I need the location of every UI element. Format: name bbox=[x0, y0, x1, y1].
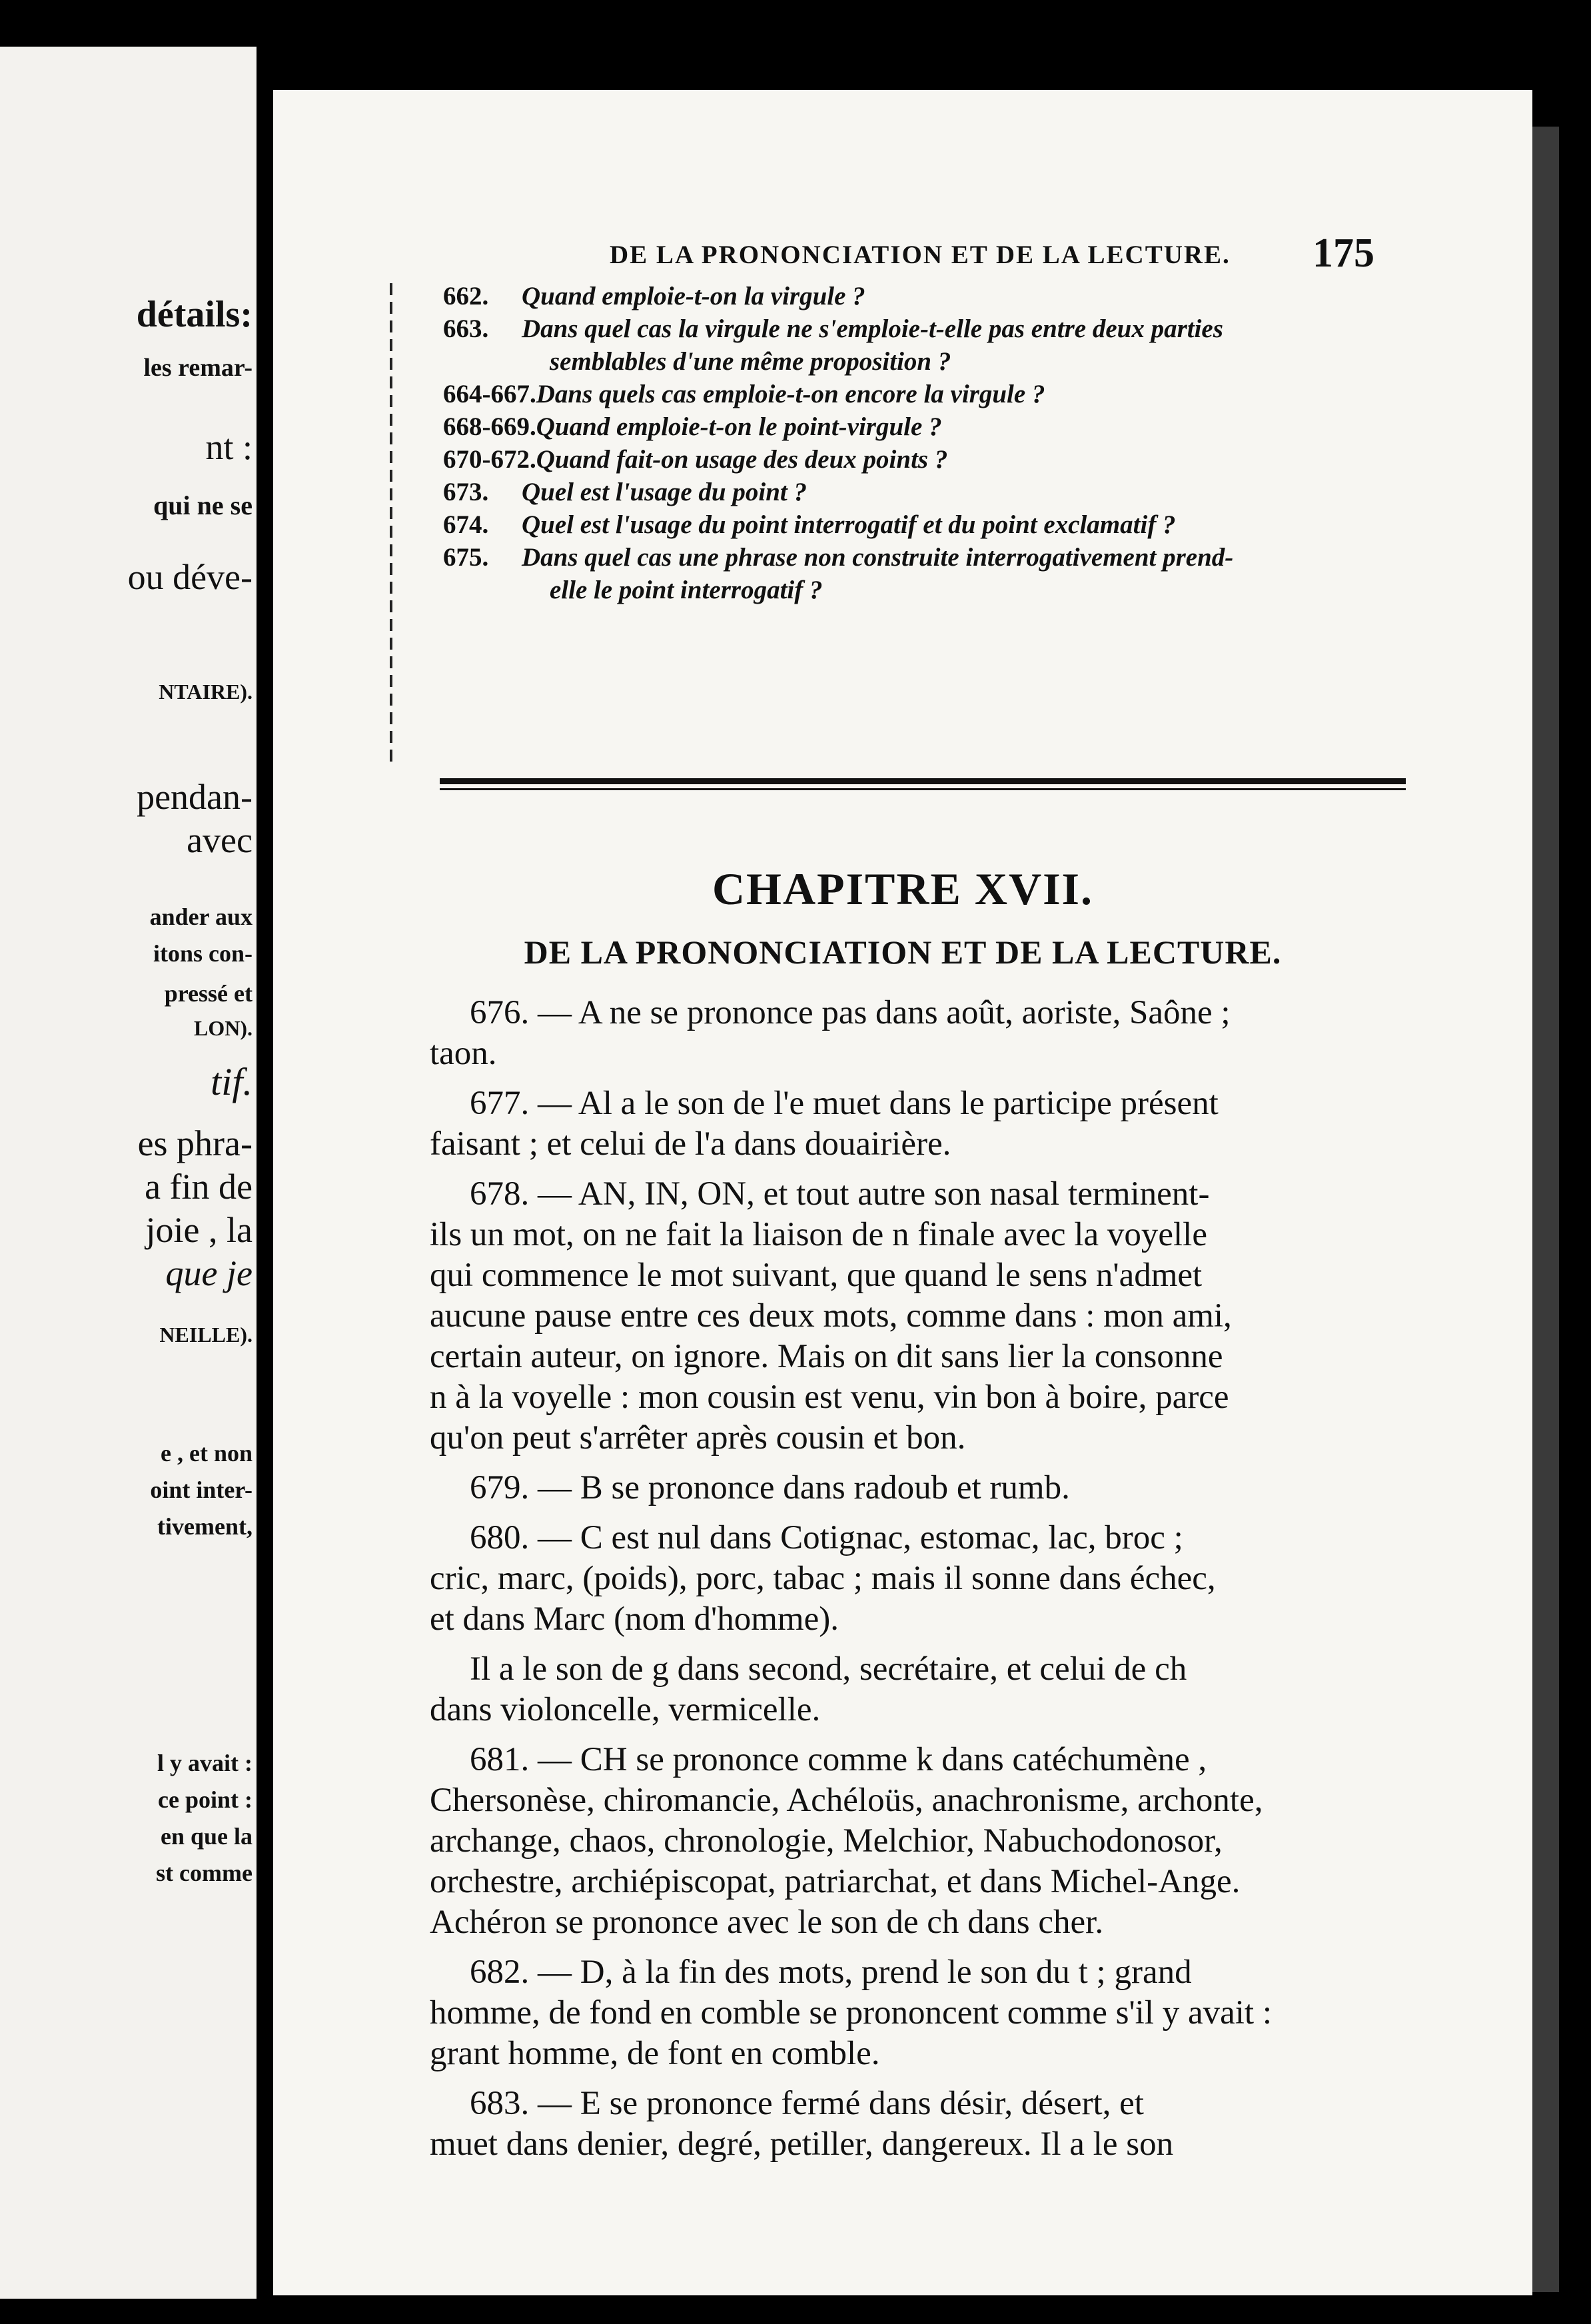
question-text: semblables d'une même proposition ? bbox=[550, 347, 951, 376]
body-line: 677. — Al a le son de l'e muet dans le participe présent bbox=[470, 1085, 1219, 1122]
left-page-line: tif. bbox=[211, 1060, 253, 1103]
left-page-line: qui ne se bbox=[153, 490, 253, 520]
body-line: 683. — E se prononce fermé dans désir, désert, et bbox=[470, 2085, 1144, 2122]
question-text: Quel est l'usage du point ? bbox=[522, 478, 807, 506]
question-item bbox=[443, 410, 1532, 443]
body-line: cric, marc, (poids), porc, tabac ; mais il sonne dans échec, bbox=[430, 1560, 1216, 1597]
left-page-line: l y avait : bbox=[157, 1750, 253, 1776]
question-text: Quand emploie-t-on la virgule ? bbox=[522, 282, 865, 310]
question-text: Dans quel cas une phrase non construite interrogativement prend- bbox=[522, 543, 1234, 572]
question-number: 662. bbox=[443, 282, 489, 310]
question-item bbox=[443, 541, 1532, 574]
question-item bbox=[443, 378, 1532, 410]
left-page-line: oint inter- bbox=[150, 1476, 253, 1503]
left-page-line: es phra- bbox=[137, 1123, 253, 1163]
body-line: qui commence le mot suivant, que quand le sens n'admet bbox=[430, 1257, 1203, 1294]
left-page-line: ou déve- bbox=[127, 557, 253, 597]
body-line: qu'on peut s'arrêter après cousin et bon. bbox=[430, 1419, 966, 1456]
left-page-line: pressé et bbox=[164, 980, 253, 1007]
body-line: faisant ; et celui de l'a dans douairière. bbox=[430, 1125, 951, 1163]
body-line: orchestre, archiépiscopat, patriarchat, et dans Michel-Ange. bbox=[430, 1863, 1241, 1900]
body-text bbox=[430, 993, 1532, 2165]
left-page-line: en que la bbox=[160, 1823, 253, 1850]
left-page-line: e , et non bbox=[161, 1440, 253, 1466]
left-page-line: LON). bbox=[194, 1016, 253, 1040]
question-item bbox=[443, 443, 1532, 476]
body-line: 679. — B se prononce dans radoub et rumb. bbox=[470, 1469, 1070, 1506]
question-text: Quand fait-on usage des deux points ? bbox=[536, 445, 948, 474]
question-item bbox=[443, 312, 1532, 345]
body-line: certain auteur, on ignore. Mais on dit sans lier la consonne bbox=[430, 1338, 1223, 1375]
body-line: 681. — CH se prononce comme k dans catéchumène , bbox=[470, 1741, 1207, 1778]
body-line: Achéron se prononce avec le son de ch dans cher. bbox=[430, 1904, 1104, 1941]
body-line: muet dans denier, degré, petiller, dangereux. Il a le son bbox=[430, 2125, 1174, 2163]
question-number: 674. bbox=[443, 510, 489, 539]
body-line: dans violoncelle, vermicelle. bbox=[430, 1691, 821, 1728]
question-item bbox=[443, 508, 1532, 541]
question-number: 673. bbox=[443, 478, 489, 506]
left-page-line: tivement, bbox=[157, 1513, 253, 1540]
body-line: archange, chaos, chronologie, Melchior, Nabuchodonosor, bbox=[430, 1822, 1223, 1860]
body-line: 682. — D, à la fin des mots, prend le son du t ; grand bbox=[470, 1954, 1192, 1991]
question-text: elle le point interrogatif ? bbox=[550, 576, 823, 604]
body-line: Il a le son de g dans second, secrétaire, et celui de ch bbox=[470, 1650, 1187, 1688]
question-item bbox=[443, 574, 1532, 606]
left-page-line: les remar- bbox=[143, 354, 253, 382]
chapter-subtitle: DE LA PRONONCIATION ET DE LA LECTURE. bbox=[524, 933, 1282, 971]
question-number: 675. bbox=[443, 543, 489, 572]
body-line: et dans Marc (nom d'homme). bbox=[430, 1600, 839, 1638]
question-text: Quel est l'usage du point interrogatif et du point exclamatif ? bbox=[522, 510, 1176, 539]
body-line: n à la voyelle : mon cousin est venu, vin bon à boire, parce bbox=[430, 1379, 1229, 1416]
left-page-fragment bbox=[0, 47, 257, 2299]
review-questions bbox=[443, 280, 1532, 606]
left-page-line: ander aux bbox=[149, 903, 253, 930]
chapter-title: CHAPITRE XVII. bbox=[712, 864, 1094, 914]
left-page-line: détails: bbox=[136, 294, 253, 335]
question-bracket bbox=[390, 283, 392, 763]
question-item bbox=[443, 476, 1532, 508]
question-number: 663. bbox=[443, 314, 489, 343]
left-page-line: a fin de bbox=[145, 1167, 253, 1207]
page-edge bbox=[1532, 127, 1559, 2292]
left-page-line: NTAIRE). bbox=[159, 680, 253, 704]
left-page-line: ce point : bbox=[158, 1786, 253, 1813]
body-line: taon. bbox=[430, 1035, 497, 1072]
left-page-line: nt : bbox=[205, 427, 253, 467]
left-page-line: st comme bbox=[156, 1860, 253, 1886]
question-number: 668-669. bbox=[443, 412, 536, 441]
question-text: Quand emploie-t-on le point-virgule ? bbox=[536, 412, 942, 441]
body-line: homme, de fond en comble se prononcent comme s'il y avait : bbox=[430, 1994, 1273, 2032]
question-number: 670-672. bbox=[443, 445, 536, 474]
body-line: ils un mot, on ne fait la liaison de n finale avec la voyelle bbox=[430, 1216, 1207, 1253]
section-rule-thin bbox=[440, 788, 1406, 790]
section-rule bbox=[440, 778, 1406, 784]
left-page-line: NEILLE). bbox=[159, 1323, 253, 1347]
question-item bbox=[443, 280, 1532, 312]
question-number: 664-667. bbox=[443, 380, 536, 408]
body-line: 678. — AN, IN, ON, et tout autre son nasal terminent- bbox=[470, 1175, 1210, 1213]
body-line: grant homme, de font en comble. bbox=[430, 2035, 880, 2072]
running-head: DE LA PRONONCIATION ET DE LA LECTURE. bbox=[610, 241, 1231, 269]
question-text: Dans quels cas emploie-t-on encore la virgule ? bbox=[536, 380, 1045, 408]
body-line: Chersonèse, chiromancie, Achéloüs, anachronisme, archonte, bbox=[430, 1782, 1263, 1819]
left-page-line: itons con- bbox=[153, 940, 253, 967]
body-line: aucune pause entre ces deux mots, comme dans : mon ami, bbox=[430, 1297, 1232, 1335]
question-item bbox=[443, 345, 1532, 378]
right-page bbox=[273, 90, 1532, 2295]
left-page-line: avec bbox=[187, 820, 253, 860]
page-number: 175 bbox=[1313, 231, 1374, 276]
body-line: 676. — A ne se prononce pas dans août, aoriste, Saône ; bbox=[470, 994, 1231, 1031]
left-page-line: pendan- bbox=[137, 777, 253, 817]
left-page-line: joie , la bbox=[145, 1210, 253, 1250]
question-text: Dans quel cas la virgule ne s'emploie-t-elle pas entre deux parties bbox=[522, 314, 1223, 343]
left-page-line: que je bbox=[165, 1253, 253, 1293]
body-line: 680. — C est nul dans Cotignac, estomac, lac, broc ; bbox=[470, 1519, 1183, 1556]
